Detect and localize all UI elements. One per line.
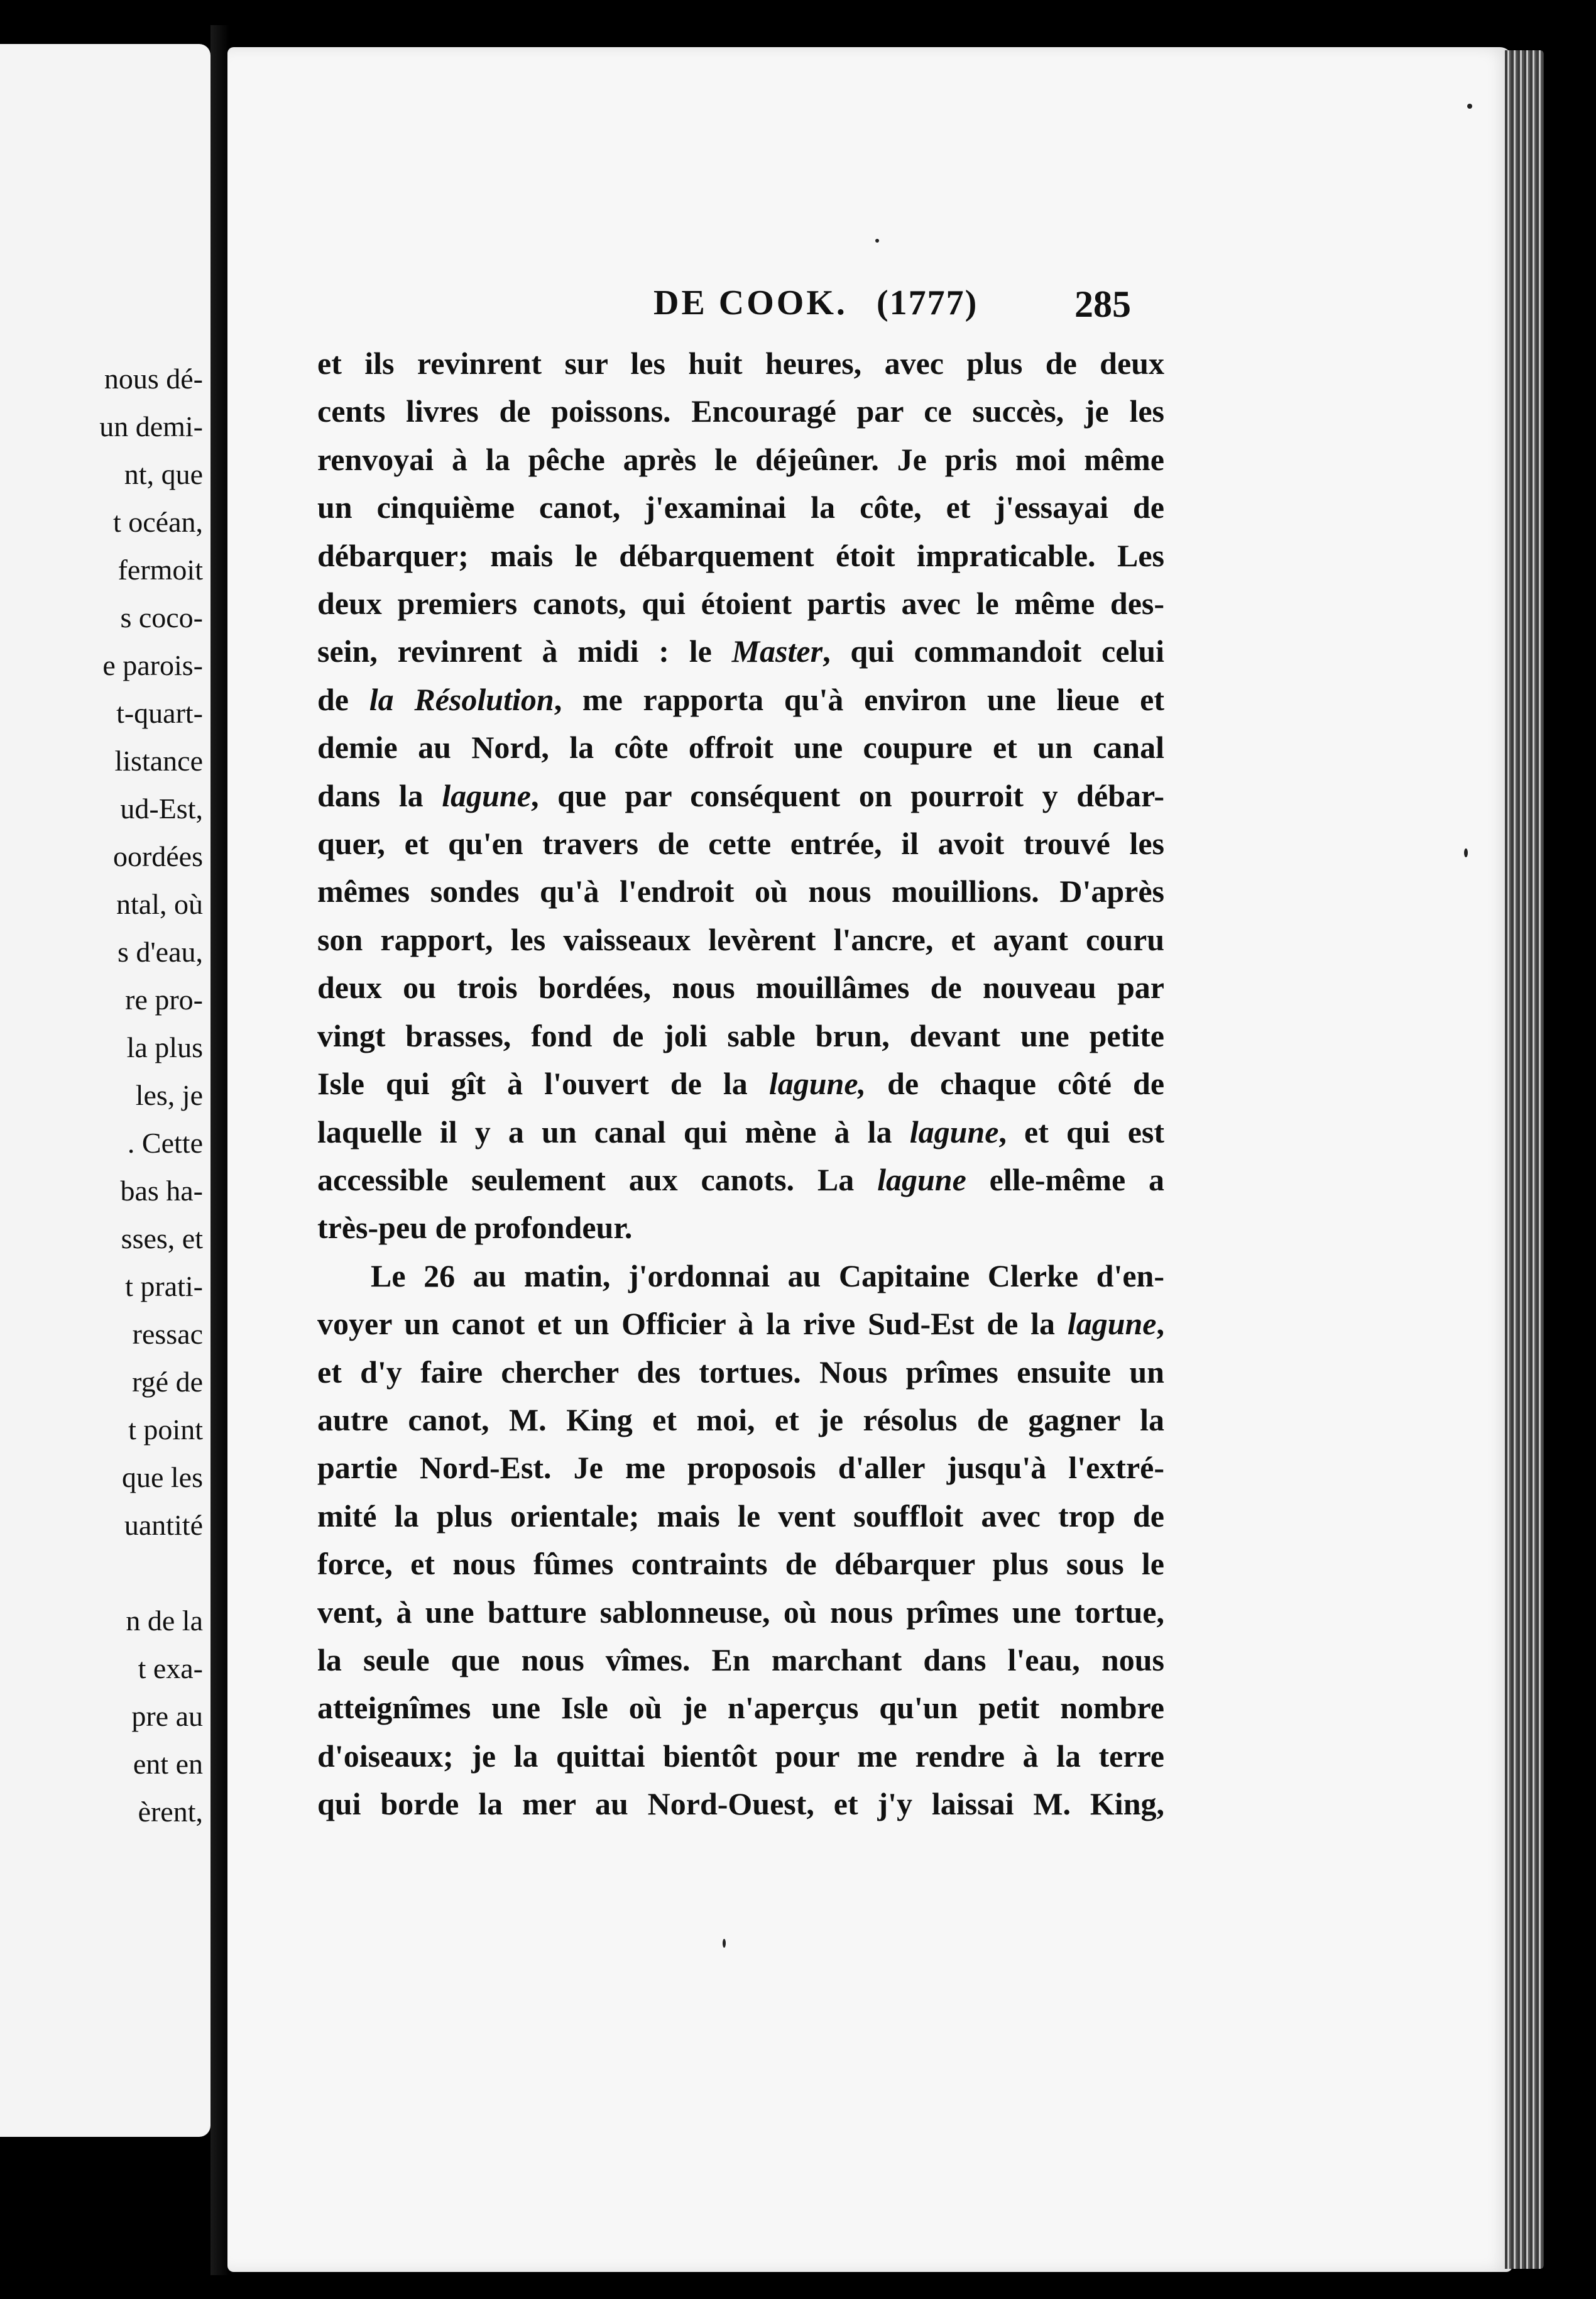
prev-line: fermoit: [118, 554, 203, 586]
prev-line: t prati-: [125, 1270, 203, 1302]
previous-page: [0, 44, 210, 2137]
prev-line: que les: [121, 1461, 203, 1493]
text-line: mêmes sondes qu'à l'endroit où nous mouillions. D'après: [317, 874, 1164, 909]
text-line: et d'y faire chercher des tortues. Nous prîmes ensuite un: [317, 1354, 1164, 1390]
text-line: dans la lagune, que par conséquent on pourroit y débar-: [317, 777, 1164, 813]
text-line: deux premiers canots, qui étoient partis avec le même des-: [317, 586, 1164, 622]
book-gutter: [210, 25, 229, 2275]
prev-line: nous dé-: [104, 363, 203, 395]
paragraph-1: [317, 339, 1164, 1252]
prev-line: s d'eau,: [117, 936, 203, 968]
ink-speck: [1464, 848, 1468, 857]
prev-line: nt, que: [124, 458, 203, 490]
text-line: mité la plus orientale; mais le vent souffloit avec trop de: [317, 1498, 1164, 1534]
text-line: d'oiseaux; je la quittai bientôt pour me rendre à la terre: [317, 1738, 1164, 1774]
text-line: atteignîmes une Isle où je n'aperçus qu'un petit nombre: [317, 1690, 1164, 1726]
prev-line: les, je: [135, 1079, 203, 1111]
text-line: vent, à une batture sablonneuse, où nous prîmes une tortue,: [317, 1594, 1164, 1630]
ink-speck: [875, 239, 879, 243]
text-line: demie au Nord, la côte offroit une coupure et un canal: [317, 730, 1164, 765]
text-line: son rapport, les vaisseaux levèrent l'ancre, et ayant couru: [317, 921, 1164, 957]
running-title: DE COOK.: [653, 283, 848, 322]
running-head: [628, 283, 1181, 327]
prev-line: e parois-: [102, 649, 203, 681]
text-line: Le 26 au matin, j'ordonnai au Capitaine Clerke d'en-: [371, 1258, 1164, 1293]
page-number: 285: [1074, 283, 1131, 325]
prev-line: uantité: [124, 1509, 203, 1541]
prev-line: t-quart-: [116, 697, 203, 729]
prev-line: pre au: [131, 1700, 203, 1732]
text-line: accessible seulement aux canots. La lagune elle-même a: [317, 1161, 1165, 1197]
text-line: Isle qui gît à l'ouvert de la lagune, de chaque côté de: [317, 1066, 1165, 1102]
prev-line: s coco-: [120, 601, 203, 634]
running-year: (1777): [877, 283, 978, 322]
prev-line: èrent,: [138, 1796, 203, 1828]
ink-speck: [723, 1939, 726, 1948]
blank-line: [99, 1549, 203, 1597]
prev-line: ud-Est,: [120, 793, 203, 825]
italic-word: Master: [731, 634, 823, 669]
prev-line: t exa-: [138, 1652, 203, 1684]
prev-line: bas ha-: [120, 1175, 203, 1207]
italic-word: lagune: [909, 1114, 999, 1150]
italic-word: lagune: [877, 1161, 966, 1197]
ink-speck: [1467, 104, 1472, 109]
italic-word: lagune,: [768, 1066, 866, 1102]
page-edges: [1505, 50, 1544, 2269]
prev-line: sses, et: [121, 1222, 203, 1254]
text-line: partie Nord-Est. Je me proposois d'aller jusqu'à l'extré-: [317, 1450, 1164, 1486]
text-line: force, et nous fûmes contraints de débarquer plus sous le: [317, 1546, 1164, 1582]
prev-line: re pro-: [125, 984, 203, 1016]
paragraph-2: [317, 1252, 1164, 1828]
text-line: la seule que nous vîmes. En marchant dans l'eau, nous: [317, 1642, 1164, 1677]
text-line: sein, revinrent à midi : le Master, qui commandoit celui: [317, 634, 1165, 669]
text-line: débarquer; mais le débarquement étoit impraticable. Les: [317, 537, 1164, 573]
prev-line: un demi-: [99, 410, 203, 442]
text-line: autre canot, M. King et moi, et je résolus de gagner la: [317, 1402, 1164, 1437]
previous-page-text: [99, 355, 203, 1836]
prev-line: ressac: [132, 1318, 203, 1350]
prev-line: t océan,: [112, 506, 203, 538]
italic-word: lagune: [442, 777, 531, 813]
prev-line: oordées: [112, 840, 203, 872]
prev-line: rgé de: [132, 1366, 203, 1398]
italic-word: la Résolution: [369, 681, 554, 717]
text-line: très-peu de profondeur.: [317, 1210, 633, 1246]
text-line: et ils revinrent sur les huit heures, avec plus de deux: [317, 346, 1164, 381]
prev-line: ent en: [133, 1748, 203, 1780]
prev-line: t point: [128, 1413, 203, 1446]
text-line: quer, et qu'en travers de cette entrée, il avoit trouvé les: [317, 826, 1164, 862]
text-line: cents livres de poissons. Encouragé par ce succès, je les: [317, 393, 1164, 429]
text-line: qui borde la mer au Nord-Ouest, et j'y laissai M. King,: [317, 1786, 1164, 1822]
text-line: vingt brasses, fond de joli sable brun, devant une petite: [317, 1018, 1164, 1053]
italic-word: lagune: [1067, 1306, 1157, 1342]
prev-line: listance: [114, 745, 203, 777]
text-line: de la Résolution, me rapporta qu'à environ une lieue et: [317, 681, 1165, 717]
prev-line: ntal, où: [116, 888, 203, 920]
page-body: [317, 339, 1164, 1828]
text-line: deux ou trois bordées, nous mouillâmes de nouveau par: [317, 970, 1164, 1006]
text-line: renvoyai à la pêche après le déjeûner. Je pris moi même: [317, 441, 1164, 477]
prev-line: . Cette: [127, 1127, 203, 1159]
prev-line: n de la: [126, 1605, 203, 1637]
text-line: voyer un canot et un Officier à la rive Sud-Est de la lagune,: [317, 1306, 1164, 1342]
text-line: laquelle il y a un canal qui mène à la lagune, et qui est: [317, 1114, 1165, 1150]
text-line: un cinquième canot, j'examinai la côte, et j'essayai de: [317, 490, 1164, 525]
prev-line: la plus: [126, 1031, 203, 1063]
